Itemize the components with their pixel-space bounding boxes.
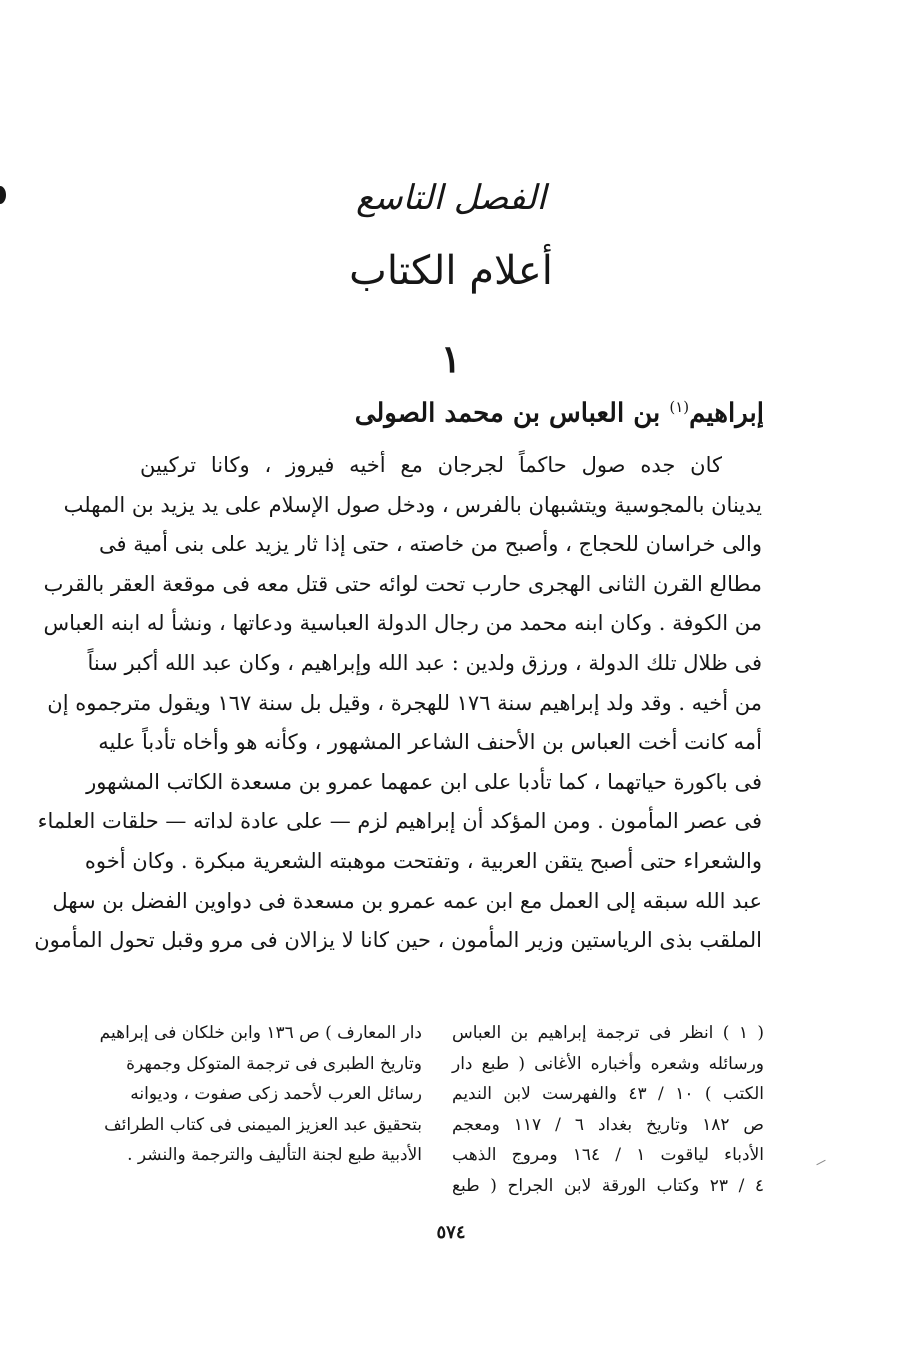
body-line: مطالع القرن الثانى الهجرى حارب تحت لوائه حتى قتل معه فى موقعة العقر بالقرب xyxy=(43,571,762,596)
body-line: من الكوفة . وكان ابنه محمد من رجال الدولة العباسية ودعاتها ، ونشأ له ابنه العباس xyxy=(43,611,762,636)
body-line: فى عصر المأمون . ومن المؤكد أن إبراهيم لزم — على عادة لداته — حلقات العلماء xyxy=(37,809,762,834)
footnote-line: الأدباء لياقوت ١ / ١٦٤ ومروج الذهب xyxy=(452,1145,764,1166)
footnotes-right-column xyxy=(452,1018,764,1202)
footnote-line: بتحقيق عبد العزيز الميمنى فى كتاب الطرائف xyxy=(104,1114,422,1135)
page-number: ٥٧٤ xyxy=(436,1222,466,1243)
footnote-line: دار المعارف ) ص ١٣٦ وابن خلكان فى إبراهيم xyxy=(99,1023,422,1043)
body-line: فى ظلال تلك الدولة ، ورزق ولدين : عبد الله وإبراهيم ، وكان عبد الله أكبر سناً xyxy=(87,650,762,675)
body-line: كان جده صول حاكماً لجرجان مع أخيه فيروز ، وكانا تركيين xyxy=(140,453,722,477)
entry-name: إبراهيم xyxy=(689,398,764,429)
footnote-line: رسائل العرب لأحمد زكى صفوت ، وديوانه xyxy=(130,1084,422,1105)
footnote-line: الأدبية طبع لجنة التأليف والترجمة والنشر . xyxy=(127,1145,422,1166)
footnote-line: الكتب ) ١٠ / ٤٣ والفهرست لابن النديم xyxy=(452,1084,764,1105)
scan-speck xyxy=(816,1160,825,1166)
footnote-reference[interactable]: (١) xyxy=(669,398,690,416)
body-line: فى باكورة حياتهما ، كما تأدبا على ابن عمهما عمرو بن مسعدة الكاتب المشهور xyxy=(86,769,762,794)
body-line: من أخيه . وقد ولد إبراهيم سنة ١٧٦ للهجرة ، وقيل بل سنة ١٦٧ ويقول مترجموه إن xyxy=(47,690,762,715)
body-line: يدينان بالمجوسية ويتشبهان بالفرس ، ودخل صول الإسلام على يد يزيد بن المهلب xyxy=(63,492,762,517)
body-line: عبد الله سبقه إلى العمل مع ابن عمه عمرو بن مسعدة فى دواوين الفضل بن سهل xyxy=(52,888,762,913)
body-line: والى خراسان للحجاج ، وأصبح من خاصته ، حتى إذا ثار يزيد على بنى أمية فى xyxy=(99,532,762,557)
footnote-line: ص ١٨٢ وتاريخ بغداد ٦ / ١١٧ ومعجم xyxy=(452,1114,764,1135)
body-text xyxy=(34,446,762,961)
footnote-line: ٤ / ٢٣ وكتاب الورقة لابن الجراح ( طبع xyxy=(452,1175,764,1196)
entry-name-rest: بن العباس بن محمد الصولى xyxy=(354,398,661,429)
chapter-label: الفصل التاسع xyxy=(355,178,547,218)
body-line: الملقب بذى الرياستين وزير المأمون ، حين كانا لا يزالان فى مرو وقبل تحول المأمون xyxy=(34,928,762,953)
entry-heading xyxy=(355,398,764,429)
section-number: ١ xyxy=(440,336,462,381)
footnote-line: وتاريخ الطبرى فى ترجمة المتوكل وجمهرة xyxy=(126,1053,422,1074)
footnotes-left-column xyxy=(99,1018,422,1171)
body-line: أمه كانت أخت العباس بن الأحنف الشاعر المشهور ، وكأنه هو وأخاه تأدباً عليه xyxy=(98,730,762,755)
body-line: والشعراء حتى أصبح يتقن العربية ، وتفتحت موهبته الشعرية مبكرة . وكان أخوه xyxy=(84,848,762,873)
footnote-line: ورسائله وشعره وأخباره الأغانى ( طبع دار xyxy=(452,1053,764,1074)
footnote-line: ( ١ ) انظر فى ترجمة إبراهيم بن العباس xyxy=(452,1023,764,1043)
chapter-title: أعلام الكتاب xyxy=(349,248,553,294)
